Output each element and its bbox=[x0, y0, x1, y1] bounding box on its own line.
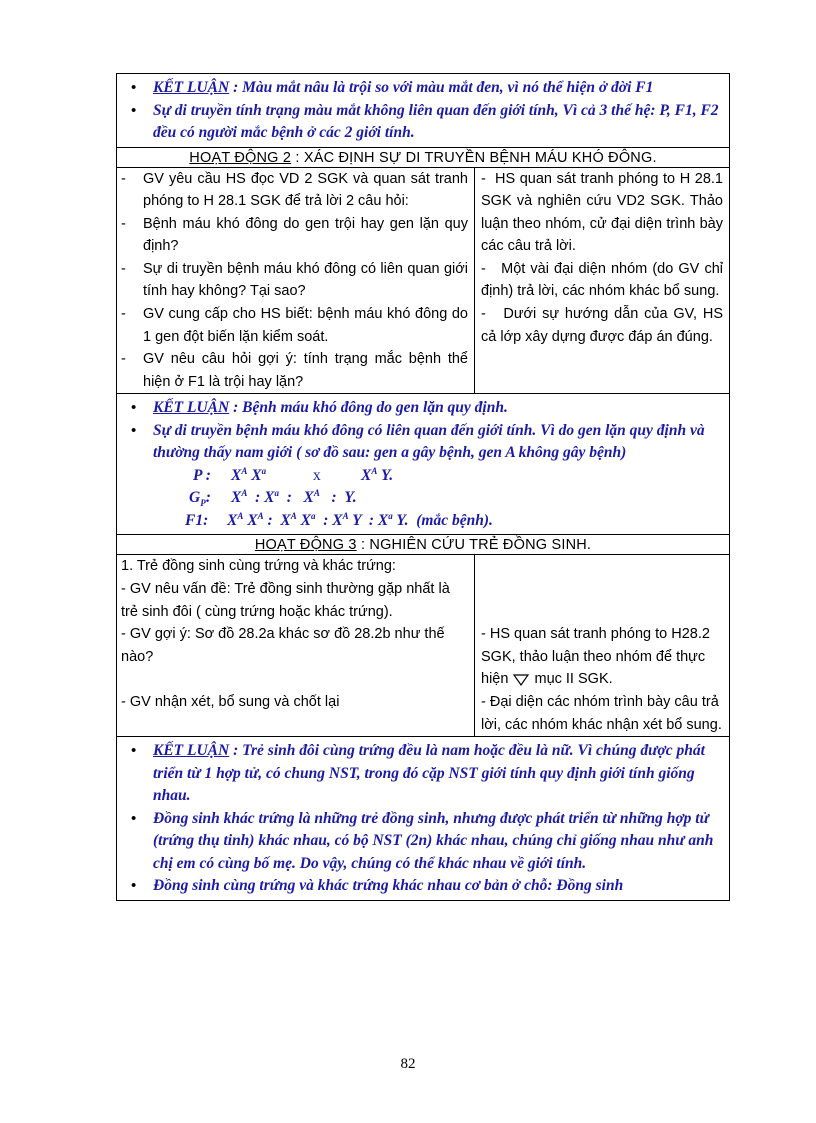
teacher-column bbox=[117, 168, 475, 394]
student-column bbox=[475, 168, 729, 394]
teacher-item: 1. Trẻ đồng sinh cùng trứng và khác trứng: bbox=[121, 558, 396, 575]
student-item: - Dưới sự hướng dẫn của GV, HS cả lớp xây dựng được đáp án đúng. bbox=[481, 306, 723, 345]
conclusion-label: KẾT LUẬN bbox=[153, 79, 230, 96]
conclusion-label: KẾT LUẬN bbox=[153, 399, 230, 417]
student-item: - HS quan sát tranh phóng to H 28.1 SGK và nghiên cứu VD2 SGK. Thảo luận theo nhóm, cử đại diện trình bày các câu trả lời. bbox=[481, 170, 723, 255]
activity-title: : NGHIÊN CỨU TRẺ ĐỒNG SINH. bbox=[360, 537, 592, 554]
student-item: - Một vài đại diện nhóm (do GV chỉ định) trả lời, các nhóm khác bổ sung. bbox=[481, 260, 723, 300]
teacher-item: - Sự di truyền bệnh máu khó đông có liên quan giới tính hay không? Tại sao? bbox=[121, 260, 468, 300]
conclusion-section-1 bbox=[117, 74, 729, 148]
cross-f1-line: F1: $X^A$ $X^A$ : $X^A$ $X^a$ : $X^A$ Y : $X^a$ Y. (mắc bệnh). bbox=[185, 510, 493, 529]
conclusion-section-2 bbox=[117, 394, 729, 535]
teacher-item: - GV gợi ý: Sơ đồ 28.2a khác sơ đồ 28.2b như thế nào? bbox=[121, 626, 445, 665]
student-column bbox=[475, 555, 729, 736]
triangle-icon bbox=[512, 673, 530, 687]
teacher-item: - GV nhận xét, bổ sung và chốt lại bbox=[121, 694, 340, 710]
lesson-table bbox=[116, 73, 730, 901]
activity-2-heading bbox=[117, 148, 729, 168]
conclusion-text: : Bệnh máu khó đông do gen lặn quy định. bbox=[229, 399, 508, 417]
activity-2-body bbox=[117, 168, 729, 395]
activity-label: HOẠT ĐỘNG 2 bbox=[189, 149, 292, 166]
conclusion-text: : Trẻ sinh đôi cùng trứng đều là nam hoặc đều là nữ. Vì chúng được phát triển từ 1 hợp tử, có chung NST, trong đó cặp NST giới tính quy định giới tính giống nhau. bbox=[153, 742, 705, 805]
page-number: 82 bbox=[400, 1056, 416, 1072]
conclusion-bullet bbox=[127, 77, 719, 100]
cross-parents-line: P : $X^A$ $X^a$ x $X^A$ Y. bbox=[193, 465, 394, 484]
conclusion-text: Sự di truyền tính trạng màu mắt không liên quan đến giới tính, Vì cả 3 thế hệ: P, F1, F2 đều có người mắc bệnh ở các 2 giới tính. bbox=[153, 101, 719, 141]
conclusion-text: : Màu mắt nâu là trội so với màu mắt đen, vì nó thể hiện ở đời F1 bbox=[229, 79, 654, 96]
conclusion-label: KẾT LUẬN bbox=[153, 742, 230, 760]
genetic-cross-diagram bbox=[127, 465, 719, 533]
teacher-item: - GV nêu vấn đề: Trẻ đồng sinh thường gặp nhất là trẻ sinh đôi ( cùng trứng hoặc khác trứng). bbox=[121, 581, 450, 620]
activity-title: : XÁC ĐỊNH SỰ DI TRUYỀN BỆNH MÁU KHÓ ĐÔNG. bbox=[295, 149, 657, 166]
activity-label: HOẠT ĐỘNG 3 bbox=[254, 537, 357, 554]
conclusion-text: Sự di truyền bệnh máu khó đông có liên quan đến giới tính. Vì do gen lặn quy định và thường thấy nam giới ( sơ đồ sau: gen a gây bệnh, gen A không gây bệnh) bbox=[153, 421, 705, 462]
student-item: - HS quan sát tranh phóng to H28.2 SGK, thảo luận theo nhóm để thực hiện mục II SGK. bbox=[481, 626, 710, 688]
teacher-item: - GV cung cấp cho HS biết: bệnh máu khó đông do 1 gen đột biến lặn kiểm soát. bbox=[121, 306, 468, 345]
conclusion-text: Đồng sinh khác trứng là những trẻ đồng sinh, nhưng được phát triển từ những hợp tử (trứng thụ tinh) khác nhau, có bộ NST (2n) khác nhau, chúng chỉ giống nhau như anh chị em có cùng bố mẹ. Do vậy, chúng có thể khác nhau về giới tính. bbox=[153, 809, 714, 872]
cross-gametes-line: $G_P$: $X^A$ : $X^a$ : $X^A$ : Y. bbox=[189, 488, 357, 509]
teacher-item: - GV nêu câu hỏi gợi ý: tính trạng mắc bệnh thể hiện ở F1 là trội hay lặn? bbox=[121, 351, 468, 390]
conclusion-bullet bbox=[127, 875, 719, 898]
conclusion-bullet bbox=[127, 420, 719, 465]
teacher-column bbox=[117, 555, 475, 736]
conclusion-text: Đồng sinh cùng trứng và khác trứng khác nhau cơ bản ở chỗ: Đồng sinh bbox=[153, 877, 624, 895]
activity-3-heading bbox=[117, 535, 729, 555]
conclusion-section-3 bbox=[117, 737, 729, 900]
activity-3-body bbox=[117, 555, 729, 737]
conclusion-bullet bbox=[127, 740, 719, 808]
teacher-item: - GV yêu cầu HS đọc VD 2 SGK và quan sát tranh phóng to H 28.1 SGK để trả lời 2 câu hỏi: bbox=[121, 170, 468, 210]
conclusion-bullet bbox=[127, 100, 719, 145]
student-item: - Đại diện các nhóm trình bày câu trả lời, các nhóm khác nhận xét bổ sung. bbox=[481, 694, 722, 733]
teacher-item: - Bệnh máu khó đông do gen trội hay gen lặn quy định? bbox=[121, 215, 468, 255]
conclusion-bullet bbox=[127, 397, 719, 420]
conclusion-bullet bbox=[127, 808, 719, 876]
